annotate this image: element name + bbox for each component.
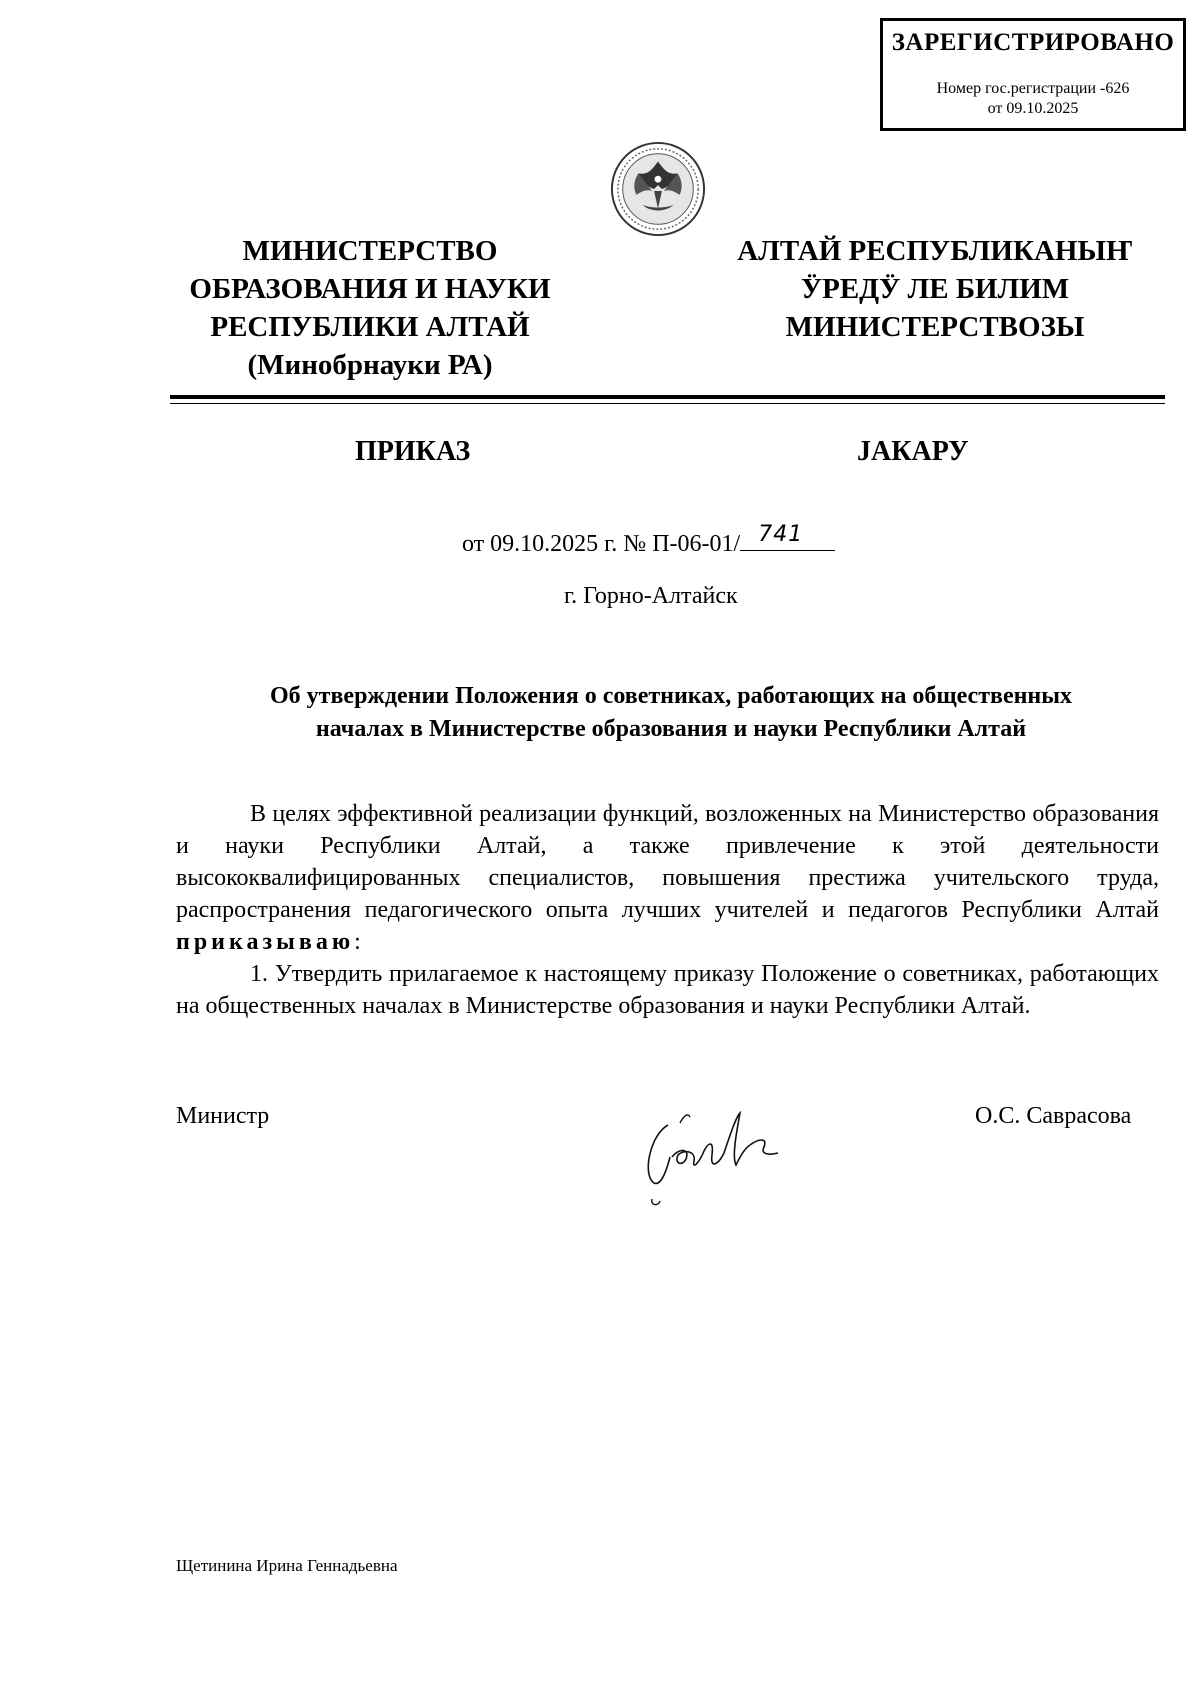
executor-name: Щетинина Ирина Геннадьевна [176, 1556, 398, 1575]
registration-date: от 09.10.2025 [987, 100, 1079, 117]
order-city: г. Горно-Алтайск [564, 583, 738, 609]
document-title-line: началах в Министерстве образования и науки Республики Алтай [315, 716, 1027, 742]
org-name-line: (Минобрнауки РА) [247, 349, 493, 381]
document-title-line: Об утверждении Положения о советниках, работающих на общественных [270, 683, 1072, 709]
body-paragraph [176, 798, 1159, 958]
body-paragraph-end: : [354, 929, 361, 955]
org-name-altai [700, 232, 1170, 346]
order-title-altai: JАКАРУ [857, 436, 969, 467]
order-number-line [462, 522, 835, 558]
order-title-russian: ПРИКАЗ [355, 436, 471, 467]
org-name-line: ӰРЕДӰ ЛЕ БИЛИМ [800, 273, 1070, 305]
registration-stamp [880, 18, 1186, 131]
org-name-line: МИНИСТЕРСТВОЗЫ [785, 311, 1085, 343]
org-name-line: АЛТАЙ РЕСПУБЛИКАНЫҤ [737, 235, 1133, 267]
body-paragraph: 1. Утвердить прилагаемое к настоящему приказу Положение о советниках, работающих на общественных началах в Министерстве образования и науки Республики Алтай. [176, 961, 1159, 1019]
order-number-field [740, 522, 835, 551]
order-number-handwritten: 741 [758, 522, 804, 547]
signatory-position: Министр [176, 1103, 270, 1129]
org-name-line: РЕСПУБЛИКИ АЛТАЙ [210, 311, 530, 343]
signatory-name: О.С. Саврасова [975, 1103, 1132, 1129]
header-divider-thick [170, 395, 1165, 399]
org-name-line: ОБРАЗОВАНИЯ И НАУКИ [189, 273, 551, 305]
registration-title: ЗАРЕГИСТРИРОВАНО [891, 29, 1175, 56]
registration-number: Номер гос.регистрации -626 [936, 80, 1130, 97]
republic-emblem-icon [609, 140, 707, 238]
order-emphasis: приказываю [176, 929, 355, 955]
handwritten-signature [640, 1095, 825, 1215]
document-title [176, 680, 1166, 746]
body-paragraph-text: В целях эффективной реализации функций, возложенных на Министерство образования и науки Республики Алтай, а также привлечение к этой деятельности высококвалифицированных специалистов, повышения престижа учительского труда, распространения педагогического опыта лучших учителей и педагогов Республики Алтай [176, 801, 1159, 923]
document-body [176, 798, 1159, 1022]
org-name-line: МИНИСТЕРСТВО [242, 235, 498, 267]
header-divider-thin [170, 403, 1165, 404]
org-name-russian [160, 232, 580, 384]
order-number-prefix: от 09.10.2025 г. № П-06-01/ [462, 531, 741, 557]
